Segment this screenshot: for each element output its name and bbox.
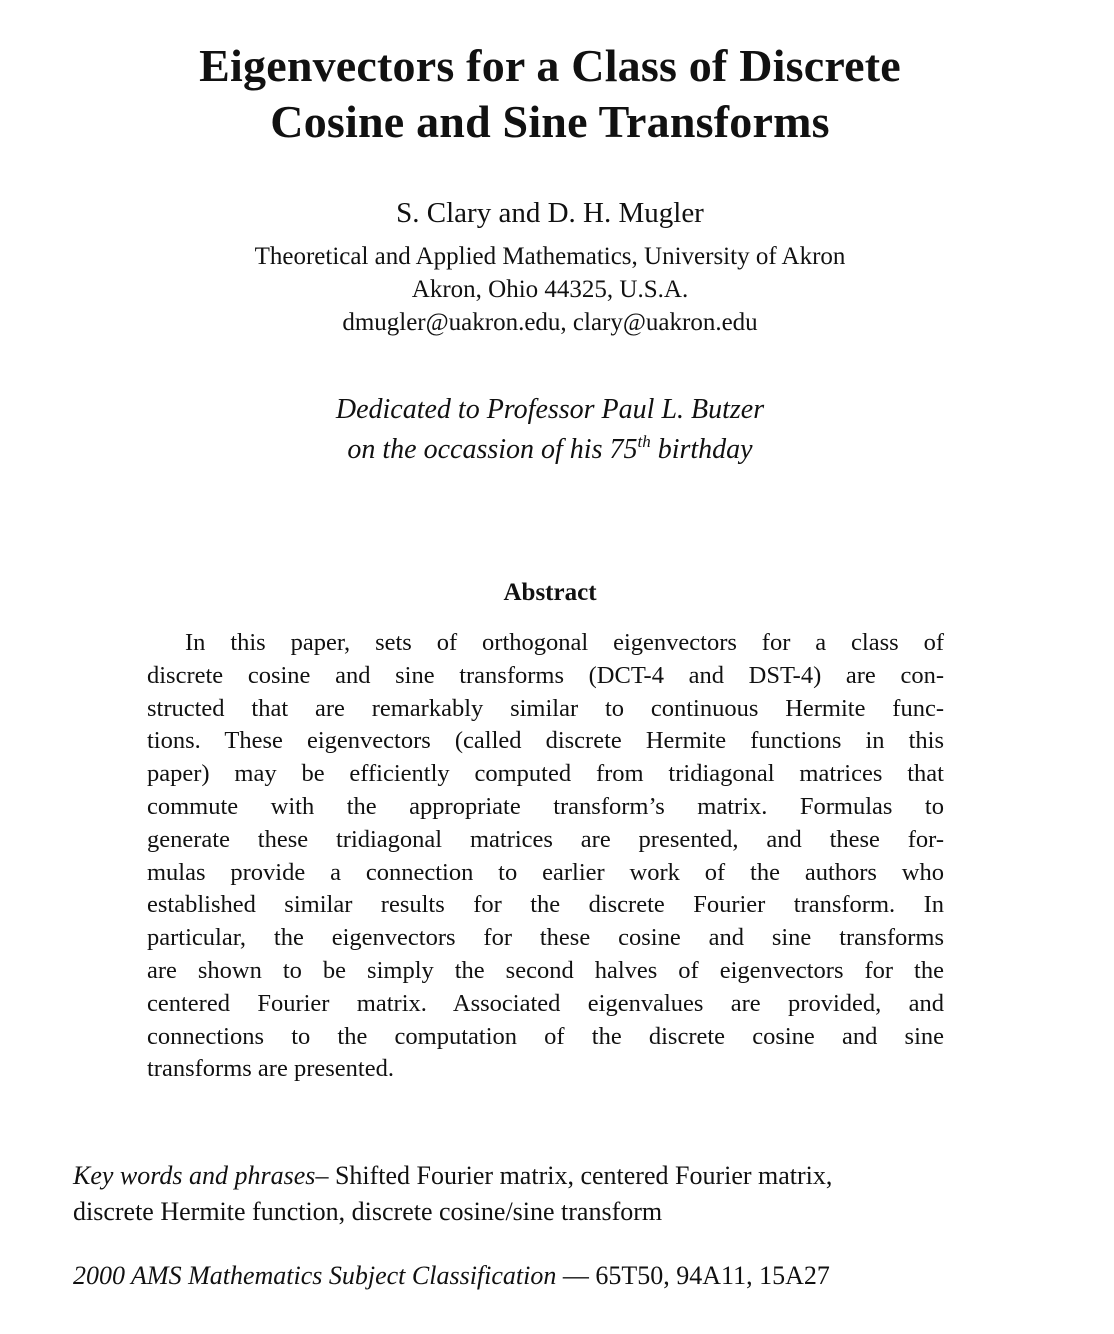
abstract-line: discrete cosine and sine transforms (DCT-4 and DST-4) are con- bbox=[147, 661, 944, 689]
ams-codes: 65T50, 94A11, 15A27 bbox=[595, 1261, 830, 1290]
ams-classification bbox=[73, 1260, 1033, 1292]
abstract-body bbox=[147, 627, 944, 1086]
keywords-text-2: discrete Hermite function, discrete cosine/sine transform bbox=[73, 1197, 663, 1226]
keywords-label: Key words and phrases bbox=[73, 1161, 316, 1190]
keywords bbox=[73, 1158, 1033, 1230]
title-line-1: Eigenvectors for a Class of Discrete bbox=[199, 40, 901, 91]
abstract-line: are shown to be simply the second halves of eigenvectors for the bbox=[147, 956, 944, 984]
affiliation-address: Akron, Ohio 44325, U.S.A. bbox=[411, 276, 689, 303]
dedication bbox=[0, 390, 1100, 470]
keywords-line-1 bbox=[73, 1158, 1033, 1194]
abstract-line: mulas provide a connection to earlier work of the authors who bbox=[147, 858, 944, 886]
dedication-line-2 bbox=[0, 430, 1100, 470]
affiliation-department: Theoretical and Applied Mathematics, University of Akron bbox=[254, 243, 846, 270]
abstract-line: transforms are presented. bbox=[147, 1055, 394, 1083]
keywords-text-1: Shifted Fourier matrix, centered Fourier matrix, bbox=[334, 1161, 833, 1190]
authors: S. Clary and D. H. Mugler bbox=[396, 197, 704, 229]
keywords-separator: – bbox=[315, 1161, 335, 1190]
abstract-line: generate these tridiagonal matrices are presented, and these for- bbox=[147, 825, 944, 853]
abstract-line: structed that are remarkably similar to continuous Hermite func- bbox=[147, 694, 944, 722]
ams-label: 2000 AMS Mathematics Subject Classification bbox=[73, 1261, 557, 1290]
abstract-line: tions. These eigenvectors (called discrete Hermite functions in this bbox=[147, 727, 944, 755]
ams-separator: — bbox=[556, 1261, 596, 1290]
abstract-line: commute with the appropriate transform’s matrix. Formulas to bbox=[147, 792, 944, 820]
affiliation-emails: dmugler@uakron.edu, clary@uakron.edu bbox=[342, 309, 758, 336]
abstract-line: particular, the eigenvectors for these cosine and sine transforms bbox=[147, 924, 944, 952]
dedication-superscript: th bbox=[637, 432, 651, 451]
dedication-line-2-text: on the occassion of his 75 bbox=[347, 434, 638, 465]
title-line-2: Cosine and Sine Transforms bbox=[270, 96, 830, 147]
dedication-line-1: Dedicated to Professor Paul L. Butzer bbox=[335, 394, 765, 425]
paper-title bbox=[0, 38, 1100, 150]
abstract-line: In this paper, sets of orthogonal eigenvectors for a class of bbox=[185, 629, 944, 656]
abstract-heading: Abstract bbox=[503, 579, 597, 606]
dedication-line-2-end: birthday bbox=[650, 434, 753, 465]
abstract-line: paper) may be efficiently computed from tridiagonal matrices that bbox=[147, 760, 944, 788]
abstract-line: established similar results for the discrete Fourier transform. In bbox=[147, 891, 944, 919]
abstract-line: centered Fourier matrix. Associated eigenvalues are provided, and bbox=[147, 989, 944, 1017]
abstract-line: connections to the computation of the discrete cosine and sine bbox=[147, 1022, 944, 1050]
affiliation bbox=[0, 240, 1100, 339]
